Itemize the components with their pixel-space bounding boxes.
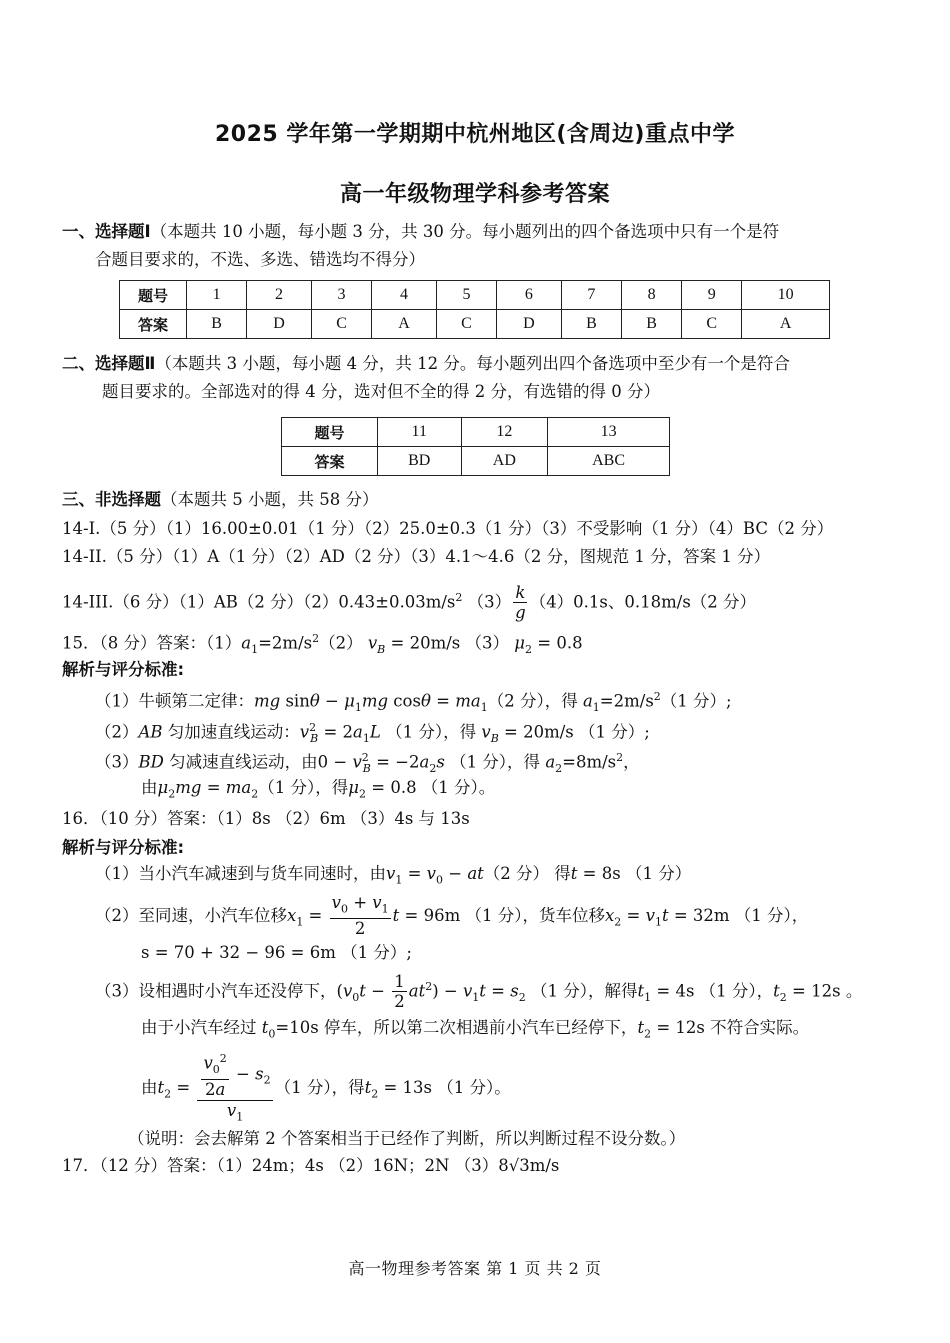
q16-step1-a: （1）当小汽车减速到与货车同速时，由 <box>95 864 386 883</box>
answer-cell: A <box>372 310 437 339</box>
q16-step2-a: （2）至同速，小汽车位移 <box>95 906 287 926</box>
section2-desc-line1: （本题共 3 小题，每小题 4 分，共 12 分。每小题列出四个备选项中至少有一个是符合 <box>155 354 790 373</box>
q16-step5-b: =10s 停车，所以第二次相遇前小汽车已经停下， <box>275 1018 638 1037</box>
section1-answer-table <box>119 280 830 339</box>
answer-cell: B <box>621 310 681 339</box>
q17-b: 8√3m/s <box>498 1156 560 1175</box>
table-row-answers <box>120 310 830 339</box>
q14-part3: 14-III.（6 分）（1）AB（2 分）$(2)0.43\pm 0.03m/s^2$ （3） $\frac{k}{g}$ （4）0.1s、0.18m/s（2 分） <box>62 582 757 622</box>
q16-step3: s = 70 + 32 − 96 = 6m （1 分）; <box>141 943 412 962</box>
row-header-answer: 答案 <box>120 310 187 339</box>
q14-part1: 14-I.（5 分）（1）16.00±0.01（1 分）（2）25.0±0.3（1 分）（3）不受影响（1 分）（4）BC（2 分） <box>62 519 834 538</box>
q15-step3-e: ， <box>623 752 640 772</box>
q15-step1: （1）牛顿第二定律：mg $\sin\theta - \mu_1mg$ $\cos\theta = ma_1(2$ 分），得 $a_1=2m/s^2(1$ 分）; <box>95 690 732 714</box>
table-row-questions <box>120 281 830 310</box>
page-footer: 高一物理参考答案 第 1 页 共 2 页 <box>348 1259 602 1278</box>
answer-cell: D <box>497 310 562 339</box>
q15-step1-c: =2m/s <box>599 691 654 711</box>
q15-step2-b: 匀加速直线运动： <box>162 722 300 742</box>
answer-cell: A <box>742 310 830 339</box>
answer-cell: C <box>682 310 742 339</box>
section3-desc: （本题共 5 小题，共 58 分） <box>161 490 379 509</box>
answer-cell: BD <box>378 447 462 476</box>
section2-label: 二、选择题Ⅱ <box>62 354 156 373</box>
q15-head: 15．（8 分）答案：（1） <box>62 633 242 653</box>
q15-mid2: （3） <box>465 633 510 653</box>
q14-part2: 14-II.（5 分）（1）A（1 分）（2）AD（2 分）（3）4.1～4.6（2 分，图规范 1 分，答案 1 分） <box>62 547 771 566</box>
answer-cell: B <box>187 310 247 339</box>
q15-mu: = 0.8 <box>537 633 583 653</box>
q16-step1-b: （2 分） 得 <box>483 864 571 883</box>
q15-step3-b: 匀减速直线运动，由 <box>163 752 318 772</box>
q16-answer: 16．（10 分）答案：（1）8s （2）6m （3）4s 与 13s <box>62 809 470 828</box>
t2-compound-fraction: $\frac{v_0^2}{2a}$ − $s_2$ $v_1$ <box>197 1050 272 1127</box>
question-number-cell: 4 <box>372 281 437 310</box>
q15-step3-a: （3） <box>95 752 139 772</box>
q16-step6: 由$t_2$ = $\frac{v_0^2}{2a}$ − $s_2$ $v_1$ （1 分），得$t_2 = 13s$ （1 分）。 <box>141 1050 511 1129</box>
answer-cell: ABC <box>548 447 670 476</box>
question-number-cell: 3 <box>311 281 371 310</box>
q15-answer: 15．（8 分）答案：$(1)a_1=2m/s^2(2) v_B = 20m/s$ （3） $\mu_2 = 0.8$ <box>62 632 583 656</box>
question-number-cell: 13 <box>548 418 670 447</box>
section2-answer-table <box>281 417 670 476</box>
section3-label: 三、非选择题 <box>62 490 161 509</box>
q16-note: （说明：会去解第 2 个答案相当于已经作了判断，所以判断过程不设分数。） <box>128 1129 686 1148</box>
section1-desc-line2: 合题目要求的，不选、多选、错选均不得分） <box>95 250 425 269</box>
answer-cell: C <box>436 310 496 339</box>
q16-step5-a: 由于小汽车经过 <box>141 1018 262 1037</box>
row-header-question: 题号 <box>282 418 378 447</box>
q16-step4-a: （3）设相遇时小汽车还没停下， <box>95 981 337 1001</box>
q15-step4-b: （1 分），得 <box>258 778 349 797</box>
q15-step2-d: = 20m/s （1 分）; <box>504 722 650 742</box>
k-over-g-fraction: $\frac{k}{g}$ <box>515 582 526 622</box>
q14-part3-c: （4）0.1s、0.18m/s（2 分） <box>529 592 757 612</box>
q17-answer <box>62 1155 559 1177</box>
answer-cell: B <box>561 310 621 339</box>
question-number-cell: 5 <box>436 281 496 310</box>
q16-step5: 由于小汽车经过 $t_0=10s$ 停车，所以第二次相遇前小汽车已经停下，$t_2 = 12s$ 不符合实际。 <box>141 1018 810 1041</box>
q17-a: 17．（12 分）答案：（1）24m；4s （2）16N；2N （3） <box>62 1156 499 1175</box>
q15-step4-c: = 0.8 （1 分）。 <box>371 778 496 797</box>
q15-vb: = 20m/s <box>390 633 461 653</box>
q15-step2: （2）AB 匀加速直线运动：$v^2_B = 2a_1L$ （1 分），得 $v_B = 20m/s$ （1 分）; <box>95 721 650 745</box>
q16-step2-c: = 32m （1 分）， <box>673 906 809 926</box>
q15-a1: =2m/s <box>258 633 313 653</box>
q16-step1-c: = 8s （1 分） <box>582 864 692 883</box>
q15-step1-b: （2 分），得 <box>487 691 583 711</box>
question-number-cell: 7 <box>561 281 621 310</box>
q16-step2: （2）至同速，小汽车位移$x_1$ = $\frac{v_0 + v_1}{2}$ t = 96m （1 分），货车位移$x_2 = v_1t = 32m$ （1 分）， <box>95 893 809 939</box>
q15-step4: 由$\mu_2mg = ma_2(1$ 分），得$\mu_2 = 0.8$ （1 分）。 <box>141 778 496 801</box>
q15-step1-a: （1）牛顿第二定律： <box>95 691 254 711</box>
q16-step4-c: = 4s （1 分）， <box>656 981 774 1001</box>
section1-label: 一、选择题Ⅰ <box>62 222 151 241</box>
question-number-cell: 1 <box>187 281 247 310</box>
page-title-line2: 高一年级物理学科参考答案 <box>339 182 610 207</box>
question-number-cell: 6 <box>497 281 562 310</box>
section1-desc-line1: （本题共 10 小题，每小题 3 分，共 30 分。每小题列出的四个备选项中只有一个是符 <box>150 222 780 241</box>
answer-cell: C <box>311 310 371 339</box>
section3-heading <box>62 489 378 511</box>
q14-part3-a: 14-III.（6 分）（1）AB（2 分）（2）0.43±0.03m/s <box>62 592 456 612</box>
q15-step3-c: （1 分），得 <box>450 752 546 772</box>
q15-step2-a: （2） <box>95 722 139 742</box>
q15-step3: （3）BD 匀减速直线运动，由$0 - v^2_B = -2a_2s$ （1 分），得 $a_2=8m/s^2$， <box>95 751 640 775</box>
q16-step4: （3）设相遇时小汽车还没停下，($v_0t$ − $\frac{1}{2}$ $at^2) - v_1t = s_2$ （1 分），解得$t_1 = 4s$ （1 分），$t_2 = 12s$ 。 <box>95 971 863 1011</box>
answer-cell: AD <box>461 447 548 476</box>
q15-step1-d: （1 分）; <box>660 691 732 711</box>
q16-step1: （1）当小汽车减速到与货车同速时，由$v_1 = v_0 - at(2$ 分） 得t = 8s （1 分） <box>95 864 692 887</box>
question-number-cell: 9 <box>682 281 742 310</box>
q15-step2-c: （1 分），得 <box>386 722 482 742</box>
q15-step3-d: =8m/s <box>562 752 617 772</box>
q16-step4-b: （1 分），解得 <box>530 981 638 1001</box>
section2-desc-line2: 题目要求的。全部选对的得 4 分，选对但不全的得 2 分，有选错的得 0 分） <box>102 382 660 401</box>
question-number-cell: 2 <box>247 281 312 310</box>
one-half-fraction: $\frac{1}{2}$ <box>394 971 405 1011</box>
question-number-cell: 8 <box>621 281 681 310</box>
row-header-question: 题号 <box>120 281 187 310</box>
q16-analysis-label: 解析与评分标准: <box>62 838 185 857</box>
q15-step4-a: 由 <box>141 778 158 797</box>
q16-step5-c: = 12s 不符合实际。 <box>656 1018 810 1037</box>
section2-heading <box>62 353 790 375</box>
question-number-cell: 10 <box>742 281 830 310</box>
v0-plus-v1-over-2-fraction: $\frac{v_0 + v_1}{2}$ <box>331 893 389 939</box>
q16-step4-d: = 12s 。 <box>792 981 863 1001</box>
answer-cell: D <box>247 310 312 339</box>
q14-part3-b: （3） <box>467 592 512 612</box>
table-row-answers <box>282 447 670 476</box>
page-title-line1: 2025 学年第一学期期中杭州地区(含周边)重点中学 <box>214 122 735 147</box>
section1-heading <box>62 221 779 243</box>
q15-mid: （2） <box>319 633 363 653</box>
table-row-questions <box>282 418 670 447</box>
q16-step6-a: 由 <box>141 1078 158 1098</box>
question-number-cell: 11 <box>378 418 462 447</box>
q16-step6-b: （1 分），得 <box>274 1078 365 1098</box>
row-header-answer: 答案 <box>282 447 378 476</box>
question-number-cell: 12 <box>461 418 548 447</box>
v0sq-over-2a-fraction: $\frac{v_0^2}{2a}$ <box>203 1052 227 1099</box>
q16-step6-c: = 13s （1 分）。 <box>383 1078 511 1098</box>
q16-step2-b: = 96m （1 分），货车位移 <box>404 906 605 926</box>
q15-analysis-label: 解析与评分标准: <box>62 660 185 679</box>
